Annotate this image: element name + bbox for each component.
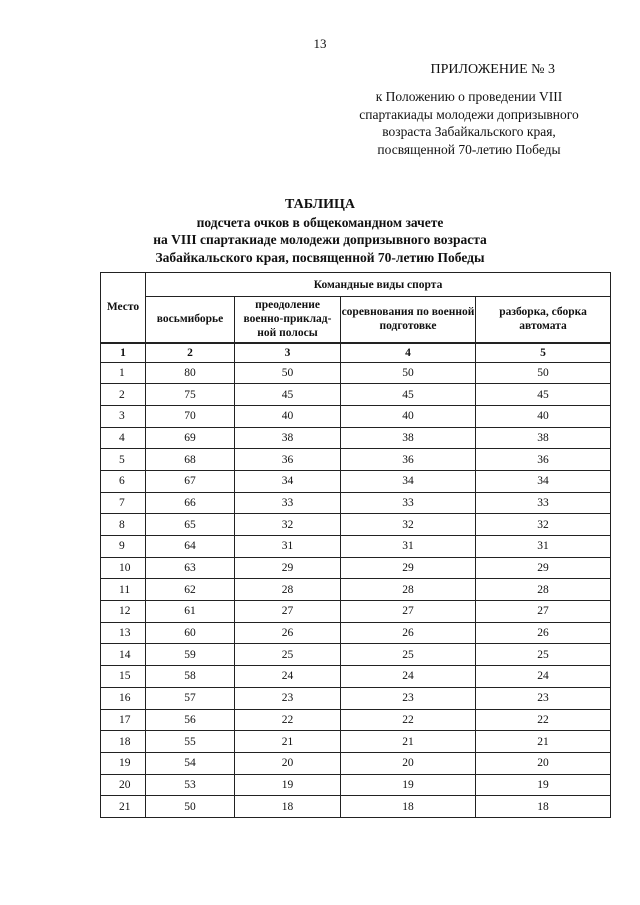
score-cell: 61 <box>146 601 235 623</box>
score-cell: 28 <box>341 579 476 601</box>
column-number: 3 <box>235 343 341 363</box>
table-row <box>101 644 611 666</box>
score-cell: 33 <box>341 492 476 514</box>
score-cell: 40 <box>341 405 476 427</box>
table-row <box>101 622 611 644</box>
score-cell: 38 <box>341 427 476 449</box>
table-row <box>101 449 611 471</box>
score-cell: 29 <box>235 557 341 579</box>
score-cell: 65 <box>146 514 235 536</box>
table-row <box>101 470 611 492</box>
score-cell: 24 <box>341 666 476 688</box>
place-cell: 15 <box>101 666 146 688</box>
score-cell: 32 <box>235 514 341 536</box>
score-cell: 54 <box>146 752 235 774</box>
score-cell: 27 <box>341 601 476 623</box>
score-cell: 34 <box>476 470 611 492</box>
score-cell: 23 <box>235 687 341 709</box>
score-cell: 18 <box>476 796 611 818</box>
score-cell: 56 <box>146 709 235 731</box>
score-cell: 25 <box>341 644 476 666</box>
score-cell: 31 <box>476 536 611 558</box>
score-cell: 40 <box>235 405 341 427</box>
table-row <box>101 536 611 558</box>
column-number: 2 <box>146 343 235 363</box>
score-cell: 59 <box>146 644 235 666</box>
score-cell: 80 <box>146 362 235 384</box>
place-cell: 16 <box>101 687 146 709</box>
score-cell: 29 <box>341 557 476 579</box>
place-cell: 1 <box>101 362 146 384</box>
place-cell: 19 <box>101 752 146 774</box>
score-cell: 50 <box>235 362 341 384</box>
place-cell: 2 <box>101 384 146 406</box>
score-cell: 33 <box>476 492 611 514</box>
appendix-title: ПРИЛОЖЕНИЕ № 3 <box>430 62 555 77</box>
score-cell: 19 <box>476 774 611 796</box>
column-number: 1 <box>101 343 146 363</box>
score-cell: 50 <box>146 796 235 818</box>
score-cell: 27 <box>476 601 611 623</box>
table-row <box>101 774 611 796</box>
score-cell: 31 <box>235 536 341 558</box>
score-cell: 58 <box>146 666 235 688</box>
table-row <box>101 557 611 579</box>
title-line: на VIII спартакиаде молодежи допризывного возраста <box>153 232 487 247</box>
place-cell: 11 <box>101 579 146 601</box>
score-cell: 18 <box>235 796 341 818</box>
score-cell: 25 <box>235 644 341 666</box>
score-cell: 45 <box>235 384 341 406</box>
document-title <box>0 196 640 266</box>
score-cell: 20 <box>341 752 476 774</box>
score-cell: 36 <box>476 449 611 471</box>
score-table-body <box>101 362 611 817</box>
score-cell: 20 <box>235 752 341 774</box>
place-header: Место <box>101 273 146 343</box>
score-cell: 68 <box>146 449 235 471</box>
table-row <box>101 384 611 406</box>
score-cell: 67 <box>146 470 235 492</box>
score-cell: 31 <box>341 536 476 558</box>
column-number: 4 <box>341 343 476 363</box>
appendix-caption-line: возраста Забайкальского края, <box>382 124 556 139</box>
score-cell: 62 <box>146 579 235 601</box>
score-cell: 22 <box>235 709 341 731</box>
score-cell: 26 <box>235 622 341 644</box>
score-cell: 45 <box>476 384 611 406</box>
appendix-caption-line: спартакиады молодежи допризывного <box>359 106 579 122</box>
score-cell: 40 <box>476 405 611 427</box>
score-cell: 50 <box>341 362 476 384</box>
score-cell: 70 <box>146 405 235 427</box>
score-cell: 66 <box>146 492 235 514</box>
score-cell: 55 <box>146 731 235 753</box>
place-cell: 20 <box>101 774 146 796</box>
column-header: восьмиборье <box>146 297 235 343</box>
table-row <box>101 362 611 384</box>
place-cell: 5 <box>101 449 146 471</box>
score-cell: 32 <box>341 514 476 536</box>
score-cell: 36 <box>235 449 341 471</box>
title-main: ТАБЛИЦА <box>285 197 355 212</box>
score-cell: 23 <box>341 687 476 709</box>
place-cell: 12 <box>101 601 146 623</box>
score-cell: 21 <box>235 731 341 753</box>
score-cell: 33 <box>235 492 341 514</box>
appendix-caption-line: посвященной 70-летию Победы <box>377 141 561 157</box>
table-row <box>101 731 611 753</box>
title-line: Забайкальского края, посвященной 70-летию Победы <box>155 249 485 265</box>
score-cell: 34 <box>341 470 476 492</box>
score-cell: 22 <box>476 709 611 731</box>
score-cell: 34 <box>235 470 341 492</box>
place-cell: 7 <box>101 492 146 514</box>
score-cell: 63 <box>146 557 235 579</box>
table-row <box>101 579 611 601</box>
score-cell: 29 <box>476 557 611 579</box>
appendix-caption <box>335 88 603 158</box>
place-cell: 10 <box>101 557 146 579</box>
title-line: подсчета очков в общекомандном зачете <box>196 214 444 230</box>
score-cell: 26 <box>341 622 476 644</box>
group-header: Командные виды спорта <box>146 273 611 297</box>
score-cell: 50 <box>476 362 611 384</box>
score-cell: 26 <box>476 622 611 644</box>
place-cell: 13 <box>101 622 146 644</box>
table-row <box>101 405 611 427</box>
column-header: преодоление военно-приклад-ной полосы <box>235 297 341 343</box>
score-cell: 28 <box>235 579 341 601</box>
score-cell: 24 <box>476 666 611 688</box>
column-number: 5 <box>476 343 611 363</box>
table-row <box>101 601 611 623</box>
table-row <box>101 427 611 449</box>
place-cell: 4 <box>101 427 146 449</box>
score-cell: 64 <box>146 536 235 558</box>
table-row <box>101 687 611 709</box>
place-cell: 21 <box>101 796 146 818</box>
place-cell: 3 <box>101 405 146 427</box>
score-cell: 18 <box>341 796 476 818</box>
table-row <box>101 752 611 774</box>
table-row <box>101 492 611 514</box>
place-cell: 17 <box>101 709 146 731</box>
place-cell: 18 <box>101 731 146 753</box>
score-cell: 57 <box>146 687 235 709</box>
table-row <box>101 796 611 818</box>
score-cell: 28 <box>476 579 611 601</box>
score-cell: 32 <box>476 514 611 536</box>
score-cell: 19 <box>341 774 476 796</box>
place-cell: 14 <box>101 644 146 666</box>
score-cell: 20 <box>476 752 611 774</box>
score-cell: 69 <box>146 427 235 449</box>
score-cell: 23 <box>476 687 611 709</box>
score-cell: 45 <box>341 384 476 406</box>
score-cell: 22 <box>341 709 476 731</box>
appendix-caption-line: к Положению о проведении VIII <box>375 89 563 104</box>
score-cell: 19 <box>235 774 341 796</box>
place-cell: 6 <box>101 470 146 492</box>
score-cell: 36 <box>341 449 476 471</box>
column-header: соревнования по военной подготовке <box>341 297 476 343</box>
score-table <box>100 272 611 818</box>
column-header: разборка, сборка автомата <box>476 297 611 343</box>
score-cell: 27 <box>235 601 341 623</box>
table-row <box>101 709 611 731</box>
score-cell: 75 <box>146 384 235 406</box>
score-cell: 21 <box>476 731 611 753</box>
page-number: 13 <box>313 36 327 51</box>
score-cell: 25 <box>476 644 611 666</box>
score-cell: 38 <box>476 427 611 449</box>
score-cell: 60 <box>146 622 235 644</box>
score-cell: 21 <box>341 731 476 753</box>
score-cell: 38 <box>235 427 341 449</box>
place-cell: 9 <box>101 536 146 558</box>
table-row <box>101 514 611 536</box>
score-cell: 53 <box>146 774 235 796</box>
score-cell: 24 <box>235 666 341 688</box>
table-row <box>101 666 611 688</box>
place-cell: 8 <box>101 514 146 536</box>
